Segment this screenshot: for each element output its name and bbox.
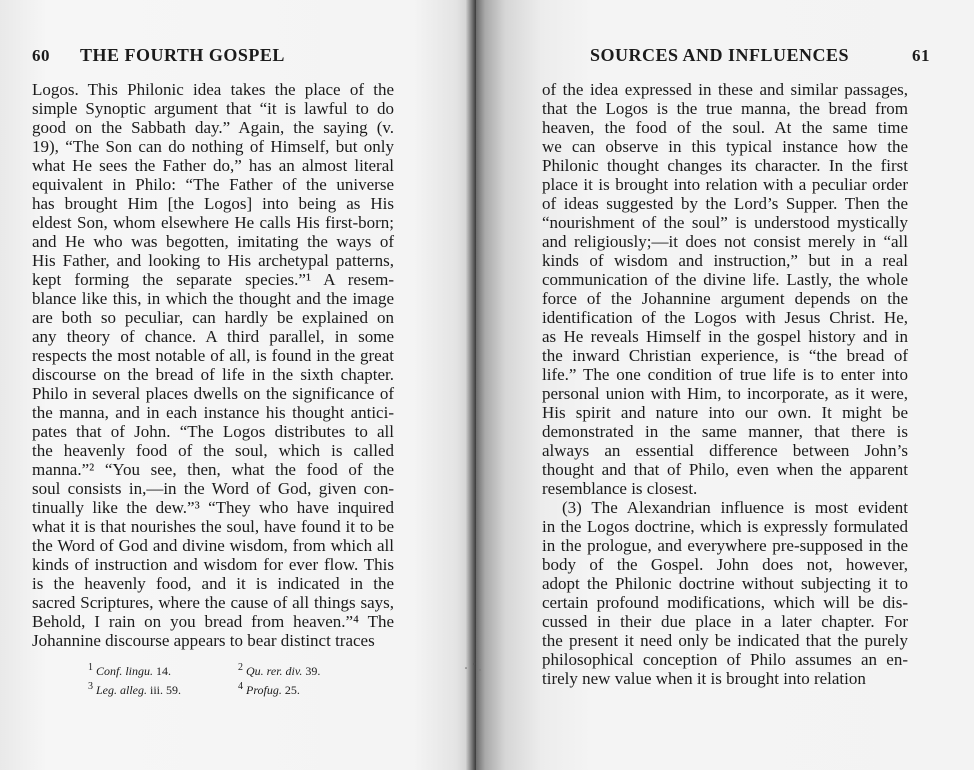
left-running-title: THE FOURTH GOSPEL xyxy=(80,45,285,65)
text-line: Logos. This Philonic idea takes the place of the xyxy=(32,80,394,99)
text-line: His spirit and nature into our own. It might be xyxy=(542,403,908,422)
text-line: are both so peculiar, can hardly be explained on xyxy=(32,308,394,327)
text-line: force of the Johannine argument depends on the xyxy=(542,289,908,308)
footnote-marker: 3 xyxy=(88,681,93,692)
footnote-2 xyxy=(238,660,388,679)
footnote-ref: Leg. alleg. xyxy=(96,683,147,697)
footnote-ref: Conf. lingu. xyxy=(96,664,154,678)
text-line: heaven, the food of the soul. At the same time xyxy=(542,118,908,137)
text-line: kinds of instruction and wisdom for ever flow. This xyxy=(32,555,394,574)
footnote-marker: 2 xyxy=(238,662,243,673)
footnote-row xyxy=(88,660,388,679)
text-line: kept forming the separate species.”¹ A resem- xyxy=(32,270,394,289)
text-line: “nourishment of the soul” is understood mystically xyxy=(542,213,908,232)
footnote-row xyxy=(88,679,388,698)
text-line: place it is brought into relation with a peculiar order xyxy=(542,175,908,194)
text-line: always an essential difference between John’s xyxy=(542,441,908,460)
text-line: identification of the Logos with Jesus Christ. He, xyxy=(542,308,908,327)
footnote-marker: 1 xyxy=(88,662,93,673)
book-gutter xyxy=(466,0,476,770)
print-specks xyxy=(462,660,492,680)
left-body-text xyxy=(32,80,394,650)
text-line: tinually like the dew.”³ “They who have inquired xyxy=(32,498,394,517)
text-line: demonstrated in the same manner, that there is xyxy=(542,422,908,441)
text-line: the heavenly food of the soul, which is called xyxy=(32,441,394,460)
right-page xyxy=(470,0,974,770)
text-line: body of the Gospel. John does not, however, xyxy=(542,555,908,574)
text-line: 19), “The Son can do nothing of Himself, but only xyxy=(32,137,394,156)
text-line: thought and that of Philo, even when the apparent xyxy=(542,460,908,479)
text-line: Behold, I rain on you bread from heaven.”⁴ The xyxy=(32,612,394,631)
text-line: life.” The one condition of true life is to enter into xyxy=(542,365,908,384)
footnote-ref: Profug. xyxy=(246,683,282,697)
text-line: blance like this, in which the thought and the image xyxy=(32,289,394,308)
text-line: manna.”² “You see, then, what the food of the xyxy=(32,460,394,479)
text-line: (3) The Alexandrian influence is most evident xyxy=(562,498,908,517)
right-page-number: 61 xyxy=(912,46,930,65)
footnote-4 xyxy=(238,679,388,698)
text-line: tirely new value when it is brought into relation xyxy=(542,669,866,688)
text-line: eldest Son, whom elsewhere He calls His first-born; xyxy=(32,213,394,232)
text-line: simple Synoptic argument that “it is lawful to do xyxy=(32,99,394,118)
text-line: any theory of chance. A third parallel, in some xyxy=(32,327,394,346)
text-line: Philo in several places dwells on the significance of xyxy=(32,384,394,403)
text-line: communication of the divine life. Lastly, the whole xyxy=(542,270,908,289)
text-line: and religiously;—it does not consist merely in “all xyxy=(542,232,908,251)
text-line: in the prologue, and everywhere pre-supposed in the xyxy=(542,536,908,555)
text-line: Johannine discourse appears to bear distinct traces xyxy=(32,631,375,650)
text-line: good on the Sabbath day.” Again, the saying (v. xyxy=(32,118,394,137)
footnote-ref: Qu. rer. div. xyxy=(246,664,303,678)
text-line: pates that of John. “The Logos distributes to all xyxy=(32,422,394,441)
footnote-marker: 4 xyxy=(238,681,243,692)
text-line: sacred Scriptures, where the cause of all things says, xyxy=(32,593,394,612)
footnote-loc: iii. 59. xyxy=(150,683,182,697)
left-running-head xyxy=(32,45,392,67)
text-line: personal union with Him, to incorporate, as it were, xyxy=(542,384,908,403)
text-line: soul consists in,—in the Word of God, given con- xyxy=(32,479,394,498)
text-line: is the heavenly food, and it is indicated in the xyxy=(32,574,394,593)
text-line: that the Logos is the true manna, the bread from xyxy=(542,99,908,118)
text-line: Philonic thought changes its character. In the first xyxy=(542,156,908,175)
text-line: in the Logos doctrine, which is expressly formulated xyxy=(542,517,908,536)
text-line: of ideas suggested by the Lord’s Supper. Then the xyxy=(542,194,908,213)
text-line: discourse on the bread of life in the sixth chapter. xyxy=(32,365,394,384)
left-page xyxy=(0,0,470,770)
text-line: the Word of God and divine wisdom, from which all xyxy=(32,536,394,555)
left-page-number: 60 xyxy=(32,46,50,65)
footnote-loc: 14. xyxy=(156,664,172,678)
text-line: resemblance is closest. xyxy=(542,479,698,498)
footnote-loc: 25. xyxy=(284,683,300,697)
text-line: and He who was begotten, imitating the ways of xyxy=(32,232,394,251)
text-line: what He sees the Father do,” has an almost literal xyxy=(32,156,394,175)
right-running-title: SOURCES AND INFLUENCES xyxy=(590,45,850,65)
text-line: of the idea expressed in these and similar passages, xyxy=(542,80,908,99)
footnote-3 xyxy=(88,679,238,698)
text-line: what it is that nourishes the soul, have found it to be xyxy=(32,517,394,536)
footnote-1 xyxy=(88,660,238,679)
text-line: adopt the Philonic doctrine without subjecting it to xyxy=(542,574,908,593)
text-line: kinds of wisdom and instruction,” but in a real xyxy=(542,251,908,270)
text-line: has brought Him [the Logos] into being as His xyxy=(32,194,394,213)
text-line: certain profound modifications, which will be dis- xyxy=(542,593,908,612)
text-line: His Father, and looking to His archetypal patterns, xyxy=(32,251,394,270)
text-line: as He reveals Himself in the gospel history and in xyxy=(542,327,908,346)
text-line: cussed in their due place in a later chapter. For xyxy=(542,612,908,631)
text-line: the manna, and in each instance his thought antici- xyxy=(32,403,394,422)
text-line: the inward Christian experience, is “the bread of xyxy=(542,346,908,365)
footnotes xyxy=(88,660,388,698)
text-line: philosophical conception of Philo assumes an en- xyxy=(542,650,908,669)
right-running-head xyxy=(590,45,930,67)
text-line: equivalent in Philo: “The Father of the universe xyxy=(32,175,394,194)
text-line: the present it need only be indicated that the purely xyxy=(542,631,908,650)
text-line: we can observe in this typical instance how the xyxy=(542,137,908,156)
right-body-text xyxy=(542,80,908,688)
text-line: respects the most notable of all, is found in the great xyxy=(32,346,394,365)
footnote-loc: 39. xyxy=(305,664,321,678)
